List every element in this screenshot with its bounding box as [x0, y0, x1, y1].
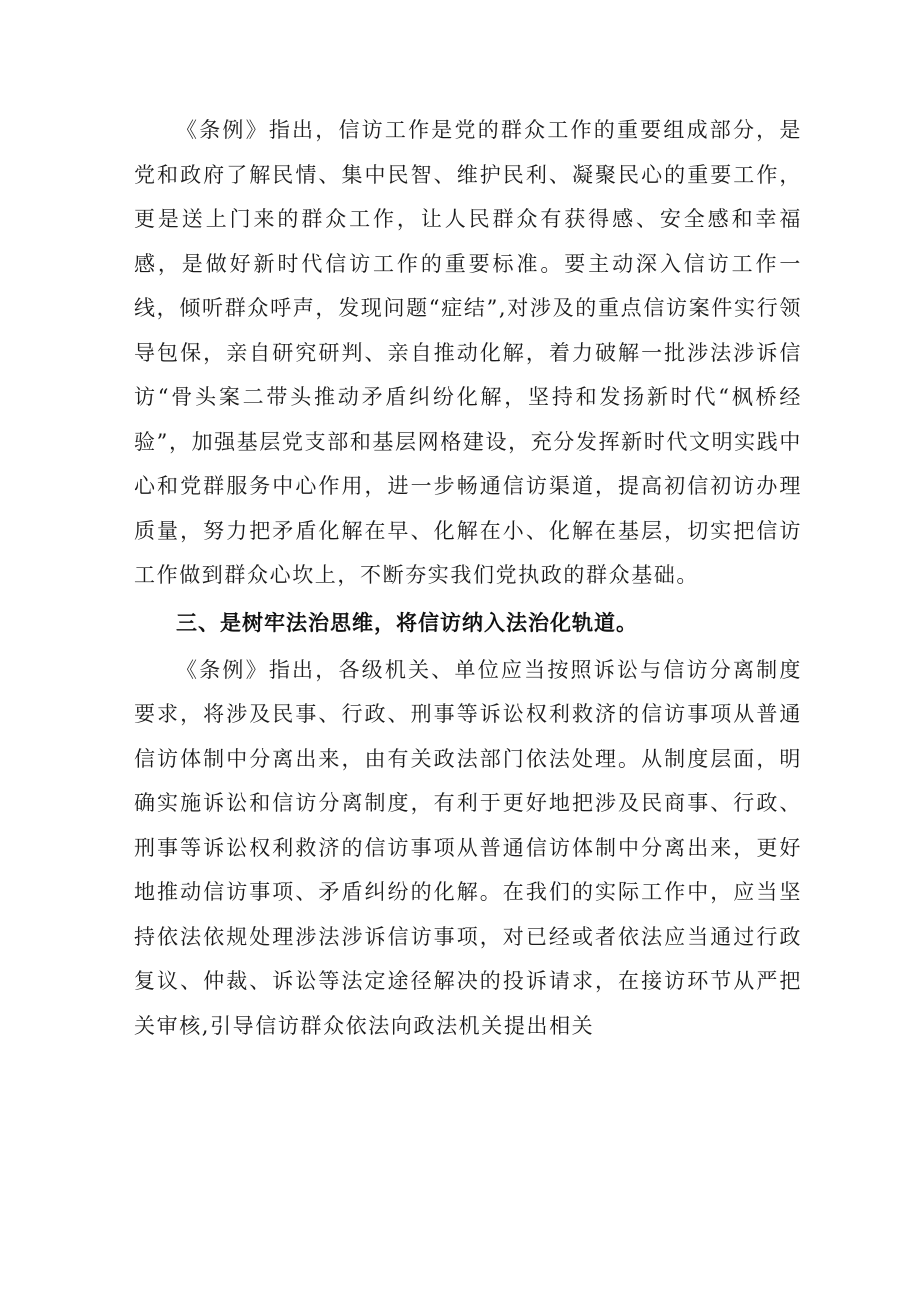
document-body [134, 108, 802, 1048]
paragraph-litigation-separation: 《条例》指出，各级机关、单位应当按照诉讼与信访分离制度要求，将涉及民事、行政、刑事等诉讼权利救济的信访事项从普通信访体制中分离出来，由有关政法部门依法处理。从制度层面，明确实施诉讼和信访分离制度，有利于更好地把涉及民商事、行政、刑事等诉讼权利救济的信访事项从普通信访体制中分离出来，更好地推动信访事项、矛盾纠纷的化解。在我们的实际工作中，应当坚持依法依规处理涉法涉诉信访事项，对已经或者依法应当通过行政复议、仲裁、诉讼等法定途径解决的投诉请求，在接访环节从严把关审核,引导信访群众依法向政法机关提出相关 [134, 657, 802, 1038]
section-heading-rule-of-law: 三、是树牢法治思维，将信访纳入法治化轨道。 [176, 610, 638, 635]
paragraph-regulation-mass-work: 《条例》指出，信访工作是党的群众工作的重要组成部分，是党和政府了解民情、集中民智、维护民利、凝聚民心的重要工作，更是送上门来的群众工作，让人民群众有获得感、安全感和幸福感，是做好新时代信访工作的重要标准。要主动深入信访工作一线，倾听群众呼声，发现问题“症结”,对涉及的重点信访案件实行领导包保，亲自研究研判、亲自推动化解，着力破解一批涉法涉诉信访“骨头案二带头推动矛盾纠纷化解，坚持和发扬新时代“枫桥经验”，加强基层党支部和基层网格建设，充分发挥新时代文明实践中心和党群服务中心作用，进一步畅通信访渠道，提高初信初访办理质量，努力把矛盾化解在早、化解在小、化解在基层，切实把信访工作做到群众心坎上，不断夯实我们党执政的群众基础。 [134, 118, 802, 587]
